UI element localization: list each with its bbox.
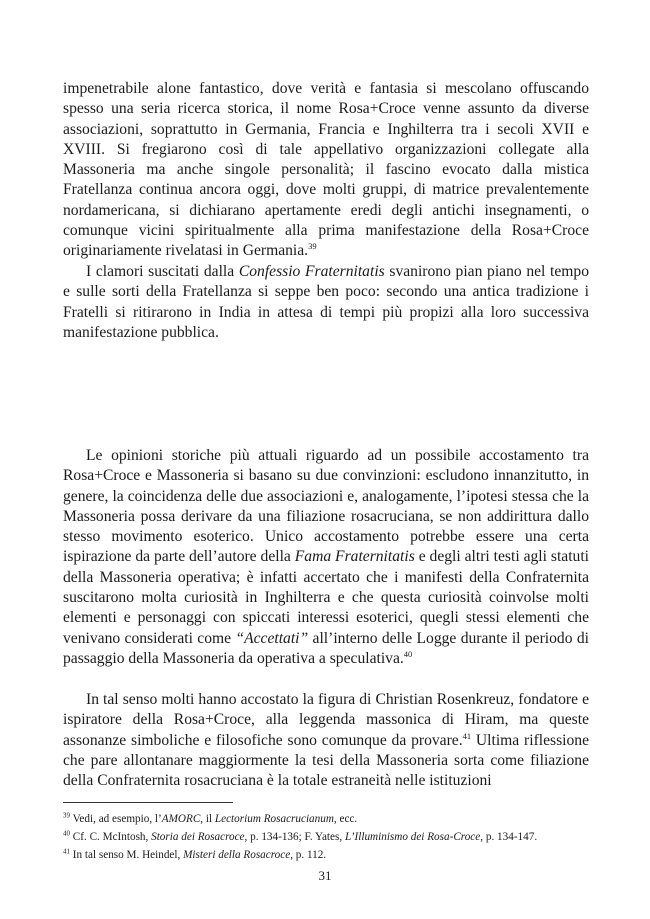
body-paragraph: I clamori suscitati dalla Confessio Fraternitatis svanirono pian piano nel tempo e sulle sorti della Fratellanza si seppe ben poco: secondo una antica tradizione i Fratelli si ritirarono in India in attesa di tempi più propizi alla loro successiva manifestazione pubblica. — [63, 263, 589, 341]
body-paragraph: impenetrabile alone fantastico, dove verità e fantasia si mescolano offuscando spesso una seria ricerca storica, il nome Rosa+Croce venne assunto da diverse associazioni, soprattutto in Germania, Francia e Inghilterra tra i secoli XVII e XVIII. Si fregiarono così di tale appellativo organizzazioni collegate alla Massoneria ma anche singole personalità; il fascino evocato dalla mistica Fratellanza continua ancora oggi, dove molti gruppi, di matrice prevalentemente nordamericana, si dichiarano apertamente eredi degli antichi insegnamenti, o comunque vicini spiritualmente alla prima manifestazione della Rosa+Croce originariamente rivelatasi in Germania.$^{39}$ — [63, 80, 589, 260]
footnote-ref: 39 — [308, 241, 317, 252]
body-paragraph: In tal senso molti hanno accostato la figura di Christian Rosenkreuz, fondatore e ispiratore della Rosa+Croce, alla leggenda massonica di Hiram, ma queste assonanze simboliche e filosofiche sono comunque da provare.$^{41}$ Ultima riflessione che pare allontanare maggiormente la tesi della Massoneria sorta come filiazione della Confraternita rosacruciana è la totale estraneità nelle istituzioni — [63, 691, 590, 790]
footnote: $^{39}$ Vedi, ad esempio, l’AMORC, il Lectorium Rosacrucianum, ecc. — [63, 811, 358, 825]
body-paragraph: Le opinioni storiche più attuali riguardo ad un possibile accostamento tra Rosa+Croce e Massoneria si basano su due convinzioni: escludono innanzitutto, in genere, la coincidenza delle due associazioni e, analogamente, l’ipotesi stessa che la Massoneria possa derivare da una filiazione rosacruciana, se non addirittura dallo stesso movimento esoterico. Unico accostamento potrebbe essere una certa ispirazione da parte dell’autore della Fama Fraternitatis e degli altri testi agli statuti della Massoneria operativa; è infatti accertato che i manifesti della Confraternita suscitarono molta curiosità in Inghilterra e che questa curiosità coinvolse molti elementi e personaggi con spiccati interessi esoterici, quegli stessi elementi che venivano considerati come “Accettati” all’interno delle Logge durante il periodo di passaggio della Massoneria da operativa a speculativa.$^{40}$ — [63, 447, 589, 667]
footnote: $^{40}$ Cf. C. McIntosh, Storia dei Rosacroce, p. 134-136; F. Yates, L’Illuminismo dei Rosa-Croce, p. 134-147. — [63, 829, 538, 844]
italic-title: Confessio Fraternitatis — [238, 263, 385, 280]
footnotes — [63, 810, 623, 865]
footnote: $^{41}$ In tal senso M. Heindel, Misteri della Rosacroce, p. 112. — [63, 847, 327, 862]
footnote-ref: 41 — [462, 730, 472, 741]
footnote-separator — [63, 802, 233, 803]
italic-title: Fama Fraternitatis — [294, 548, 415, 566]
footnote-ref: 40 — [403, 648, 413, 659]
page-number: 31 — [318, 868, 332, 883]
italic-term: “Accettati” — [235, 629, 309, 647]
